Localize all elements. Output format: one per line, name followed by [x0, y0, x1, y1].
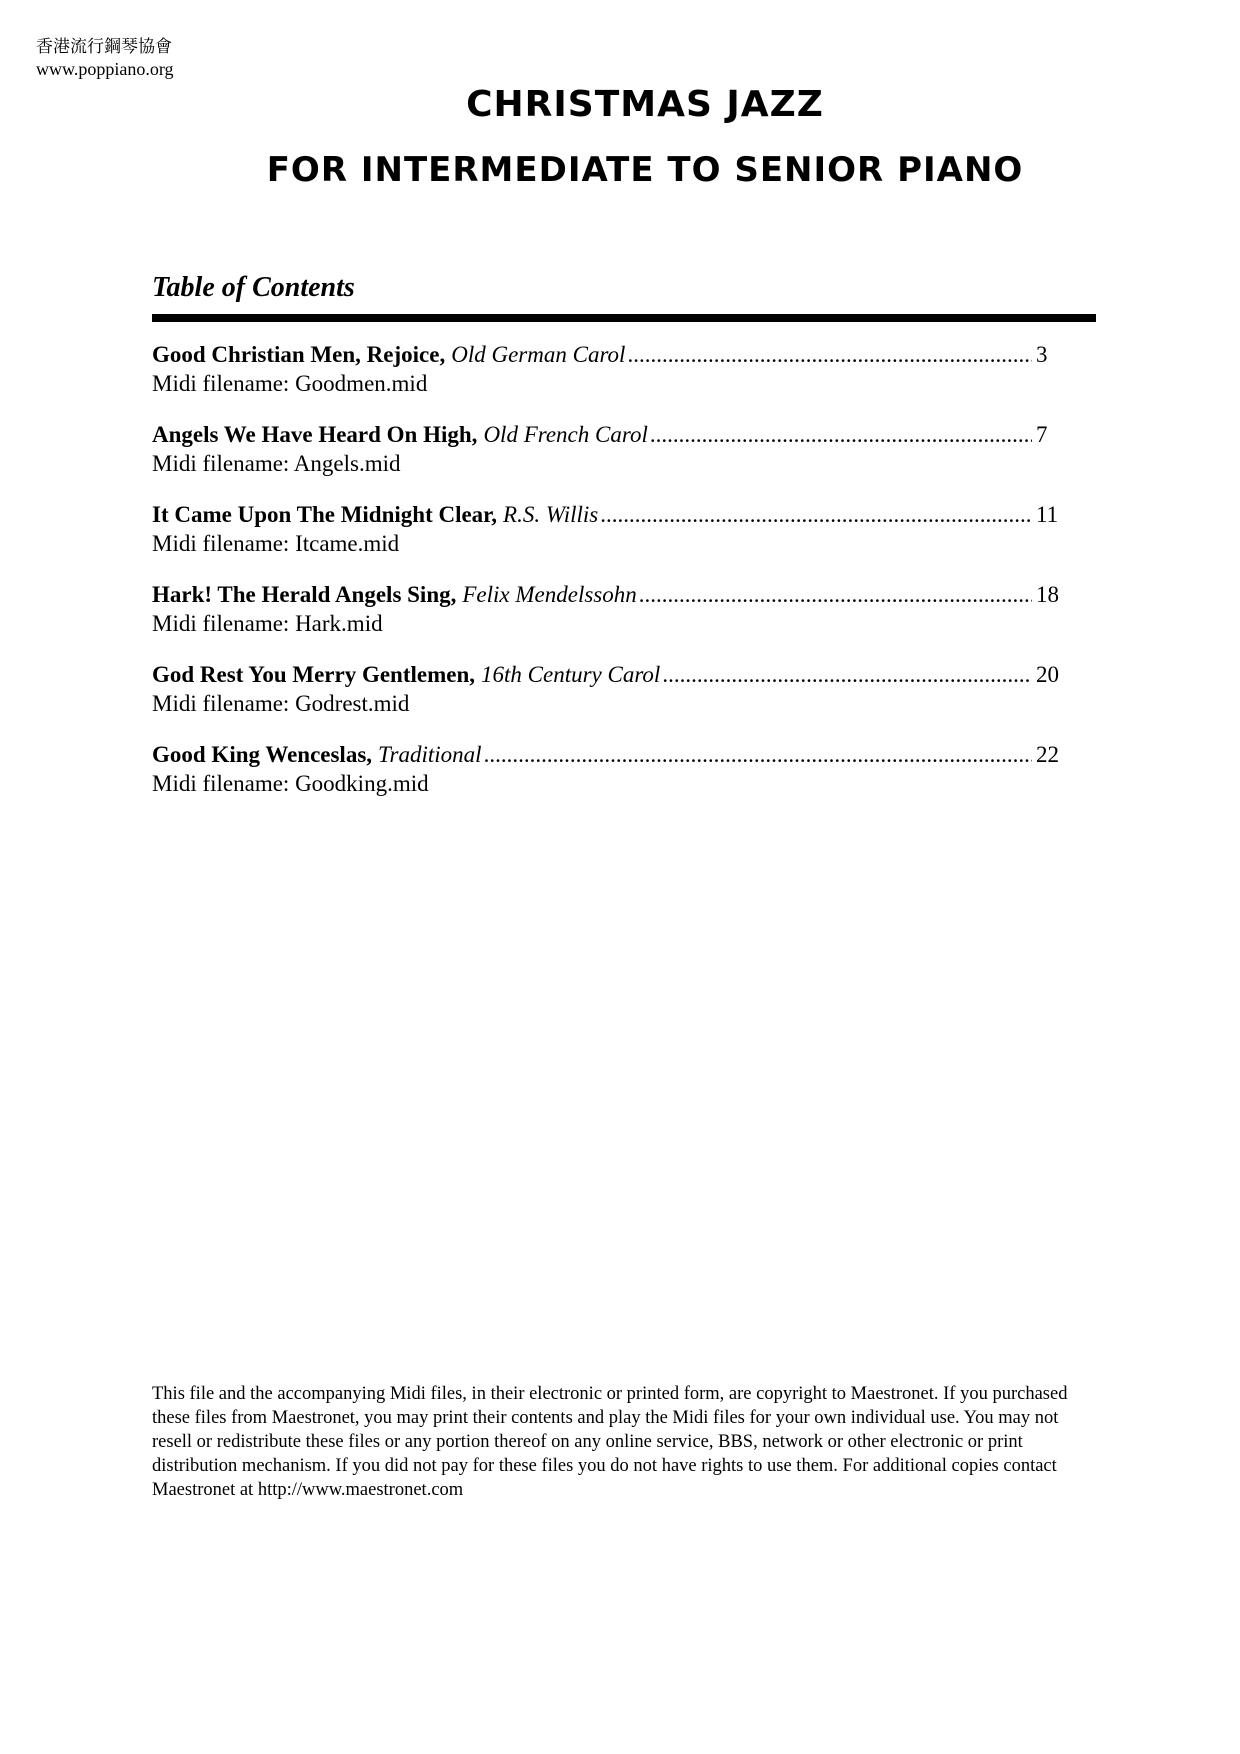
toc-entry[interactable]	[152, 580, 1062, 660]
toc-entry-page: 20	[1036, 662, 1059, 687]
toc-entry-composer: 16th Century Carol	[481, 662, 661, 687]
toc-entry-composer: R.S. Willis	[503, 502, 599, 527]
toc-entry[interactable]	[152, 340, 1062, 420]
toc-entry-composer: Felix Mendelssohn	[462, 582, 637, 607]
toc-entry[interactable]	[152, 500, 1062, 580]
toc-divider	[152, 314, 1096, 322]
toc-entry-midi: Midi filename: Hark.mid	[152, 611, 383, 636]
toc-entry-page: 18	[1036, 582, 1059, 607]
toc-entry-page: 3	[1036, 342, 1048, 367]
toc-leader-dots	[627, 340, 1032, 369]
toc-leader-dots	[662, 660, 1032, 689]
page-title: CHRISTMAS JAZZ	[466, 84, 824, 125]
toc-entry[interactable]	[152, 420, 1062, 500]
copyright-notice: This file and the accompanying Midi files, in their electronic or printed form, are copyright to Maestronet. If you purchased these files from Maestronet, you may print their contents and play the Midi files for your own individual use. You may not resell or redistribute these files or any portion thereof on any online service, BBS, network or other electronic or print distribution mechanism. If you did not pay for these files you do not have rights to use them. For additional copies contact Maestronet at http://www.maestronet.com	[152, 1384, 1068, 1500]
toc-entry-composer: Traditional	[378, 742, 482, 767]
watermark-chinese: 香港流行鋼琴協會	[36, 37, 172, 57]
toc-leader-dots	[600, 500, 1032, 529]
toc-entry[interactable]	[152, 660, 1062, 740]
toc-leader-dots	[639, 580, 1032, 609]
toc-entry-title: Angels We Have Heard On High,	[152, 422, 478, 447]
toc-entry-title: God Rest You Merry Gentlemen,	[152, 662, 475, 687]
toc-entry-title: Hark! The Herald Angels Sing,	[152, 582, 457, 607]
toc-entry-page: 22	[1036, 742, 1059, 767]
toc-leader-dots	[650, 420, 1032, 449]
toc-entry-midi: Midi filename: Itcame.mid	[152, 531, 400, 556]
toc-entry-title: Good Christian Men, Rejoice,	[152, 342, 446, 367]
watermark-url[interactable]: www.poppiano.org	[36, 59, 174, 79]
toc-entry-midi: Midi filename: Godrest.mid	[152, 691, 410, 716]
toc-entry-page: 11	[1036, 502, 1059, 527]
toc-heading: Table of Contents	[152, 272, 355, 303]
watermark	[36, 36, 174, 80]
page-subtitle: FOR INTERMEDIATE TO SENIOR PIANO	[266, 150, 1024, 190]
toc-entry-midi: Midi filename: Goodmen.mid	[152, 371, 428, 396]
toc-entry-composer: Old French Carol	[483, 422, 648, 447]
toc-entry-midi: Midi filename: Angels.mid	[152, 451, 401, 476]
toc-list	[152, 340, 1062, 820]
toc-entry-page: 7	[1036, 422, 1048, 447]
toc-entry-title: It Came Upon The Midnight Clear,	[152, 502, 498, 527]
toc-leader-dots	[484, 740, 1032, 769]
toc-entry-composer: Old German Carol	[451, 342, 626, 367]
toc-entry-title: Good King Wenceslas,	[152, 742, 373, 767]
toc-entry-midi: Midi filename: Goodking.mid	[152, 771, 429, 796]
toc-entry[interactable]	[152, 740, 1062, 820]
